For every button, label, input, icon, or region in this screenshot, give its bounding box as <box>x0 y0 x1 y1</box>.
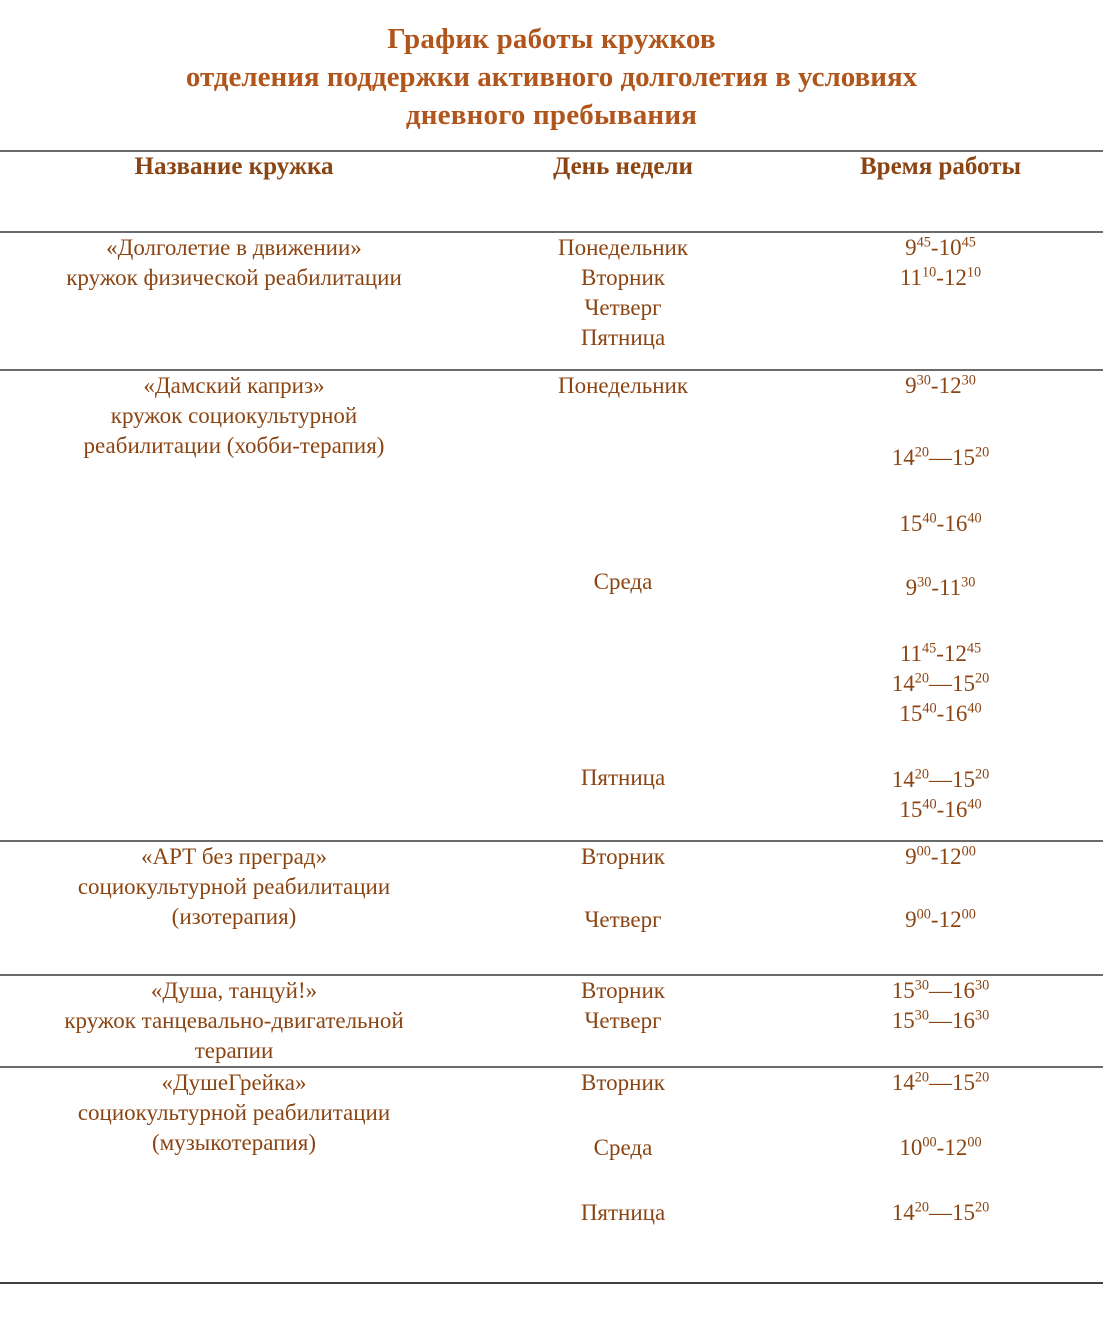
spacer <box>468 1098 778 1133</box>
club-name-line: «АРТ без преград» <box>140 844 328 869</box>
time-range: $14^{20}—15^{20}$ <box>891 766 990 792</box>
weekday-cell <box>468 232 778 370</box>
club-name-cell <box>0 1067 468 1283</box>
time-cell <box>778 370 1103 841</box>
time-cell <box>778 841 1103 975</box>
spacer <box>778 1163 1103 1198</box>
time-range: $9^{00}-12^{00}$ <box>905 843 976 869</box>
time-range: $9^{45}-10^{45}$ <box>905 234 976 260</box>
time-range: $9^{30}-11^{30}$ <box>905 574 976 600</box>
club-name-line: кружок физической реабилитации <box>66 265 402 290</box>
spacer <box>778 401 1103 443</box>
club-name-cell <box>0 370 468 841</box>
table-row <box>0 841 1103 975</box>
weekday-label: Вторник <box>581 1070 665 1095</box>
page-title-line-3: дневного пребывания <box>405 99 698 131</box>
time-range: $15^{40}-16^{40}$ <box>899 700 982 726</box>
table-row <box>0 232 1103 370</box>
weekday-label: Среда <box>593 1135 653 1160</box>
club-name-line: «Долголетие в движении» <box>106 235 362 260</box>
weekday-label: Среда <box>593 569 653 594</box>
club-name-line: кружок танцевально-двигательной <box>64 1008 404 1033</box>
weekday-label: Пятница <box>580 1200 666 1225</box>
club-name-cell <box>0 232 468 370</box>
spacer <box>778 603 1103 639</box>
weekday-cell <box>468 975 778 1067</box>
time-range: $14^{20}—15^{20}$ <box>891 1069 990 1095</box>
column-header-day: День недели <box>468 151 778 232</box>
club-name-line: «Дамский каприз» <box>143 373 325 398</box>
weekday-label: Вторник <box>581 265 665 290</box>
spacer <box>468 401 778 567</box>
time-cell <box>778 232 1103 370</box>
club-name-line: кружок социокультурной <box>110 403 358 428</box>
time-range: $11^{10}-12^{10}$ <box>899 264 982 290</box>
weekday-cell <box>468 841 778 975</box>
club-name-cell <box>0 841 468 975</box>
time-range: $11^{45}-12^{45}$ <box>899 640 982 666</box>
page-title-line-2: отделения поддержки активного долголетия в условиях <box>185 61 918 93</box>
table-row <box>0 975 1103 1067</box>
weekday-label: Четверг <box>584 1008 662 1033</box>
spacer <box>468 1163 778 1198</box>
club-name-line: (изотерапия) <box>171 904 297 929</box>
spacer <box>468 597 778 763</box>
page-title <box>0 0 1103 134</box>
club-name-line: «Душа, танцуй!» <box>150 978 318 1003</box>
weekday-cell <box>468 1067 778 1283</box>
page-title-line-1: График работы кружков <box>387 23 716 55</box>
schedule-table <box>0 150 1103 1284</box>
club-name-cell <box>0 975 468 1067</box>
time-range: $10^{00}-12^{00}$ <box>899 1134 982 1160</box>
time-range: $14^{20}—15^{20}$ <box>891 1199 990 1225</box>
spacer <box>778 473 1103 509</box>
weekday-label: Четверг <box>584 907 662 932</box>
spacer <box>778 729 1103 765</box>
table-row <box>0 1067 1103 1283</box>
club-name-line: терапии <box>194 1038 274 1063</box>
spacer <box>778 872 1103 905</box>
weekday-label: Четверг <box>584 295 662 320</box>
weekday-label: Вторник <box>581 844 665 869</box>
time-range: $15^{40}-16^{40}$ <box>899 510 982 536</box>
time-range: $15^{30}—16^{30}$ <box>891 1007 990 1033</box>
weekday-label: Понедельник <box>558 235 688 260</box>
time-range: $9^{30}-12^{30}$ <box>905 372 976 398</box>
club-name-line: «ДушеГрейка» <box>161 1070 307 1095</box>
time-range: $9^{00}-12^{00}$ <box>905 906 976 932</box>
weekday-label: Пятница <box>580 765 666 790</box>
time-cell <box>778 975 1103 1067</box>
weekday-label: Пятница <box>580 325 666 350</box>
table-row <box>0 370 1103 841</box>
weekday-label: Вторник <box>581 978 665 1003</box>
club-name-line: социокультурной реабилитации <box>77 1100 391 1125</box>
column-header-name: Название кружка <box>0 151 468 232</box>
column-header-time: Время работы <box>778 151 1103 232</box>
time-range: $14^{20}—15^{20}$ <box>891 444 990 470</box>
weekday-cell <box>468 370 778 841</box>
table-header-row <box>0 151 1103 232</box>
time-range: $14^{20}—15^{20}$ <box>891 670 990 696</box>
spacer <box>778 539 1103 573</box>
club-name-line: (музыкотерапия) <box>152 1130 316 1155</box>
club-name-line: социокультурной реабилитации <box>77 874 391 899</box>
spacer <box>468 872 778 905</box>
club-name-line: реабилитации (хобби-терапия) <box>83 433 385 458</box>
weekday-label: Понедельник <box>558 373 688 398</box>
time-range: $15^{40}-16^{40}$ <box>899 796 982 822</box>
time-range: $15^{30}—16^{30}$ <box>891 977 990 1003</box>
time-cell <box>778 1067 1103 1283</box>
spacer <box>778 1098 1103 1133</box>
